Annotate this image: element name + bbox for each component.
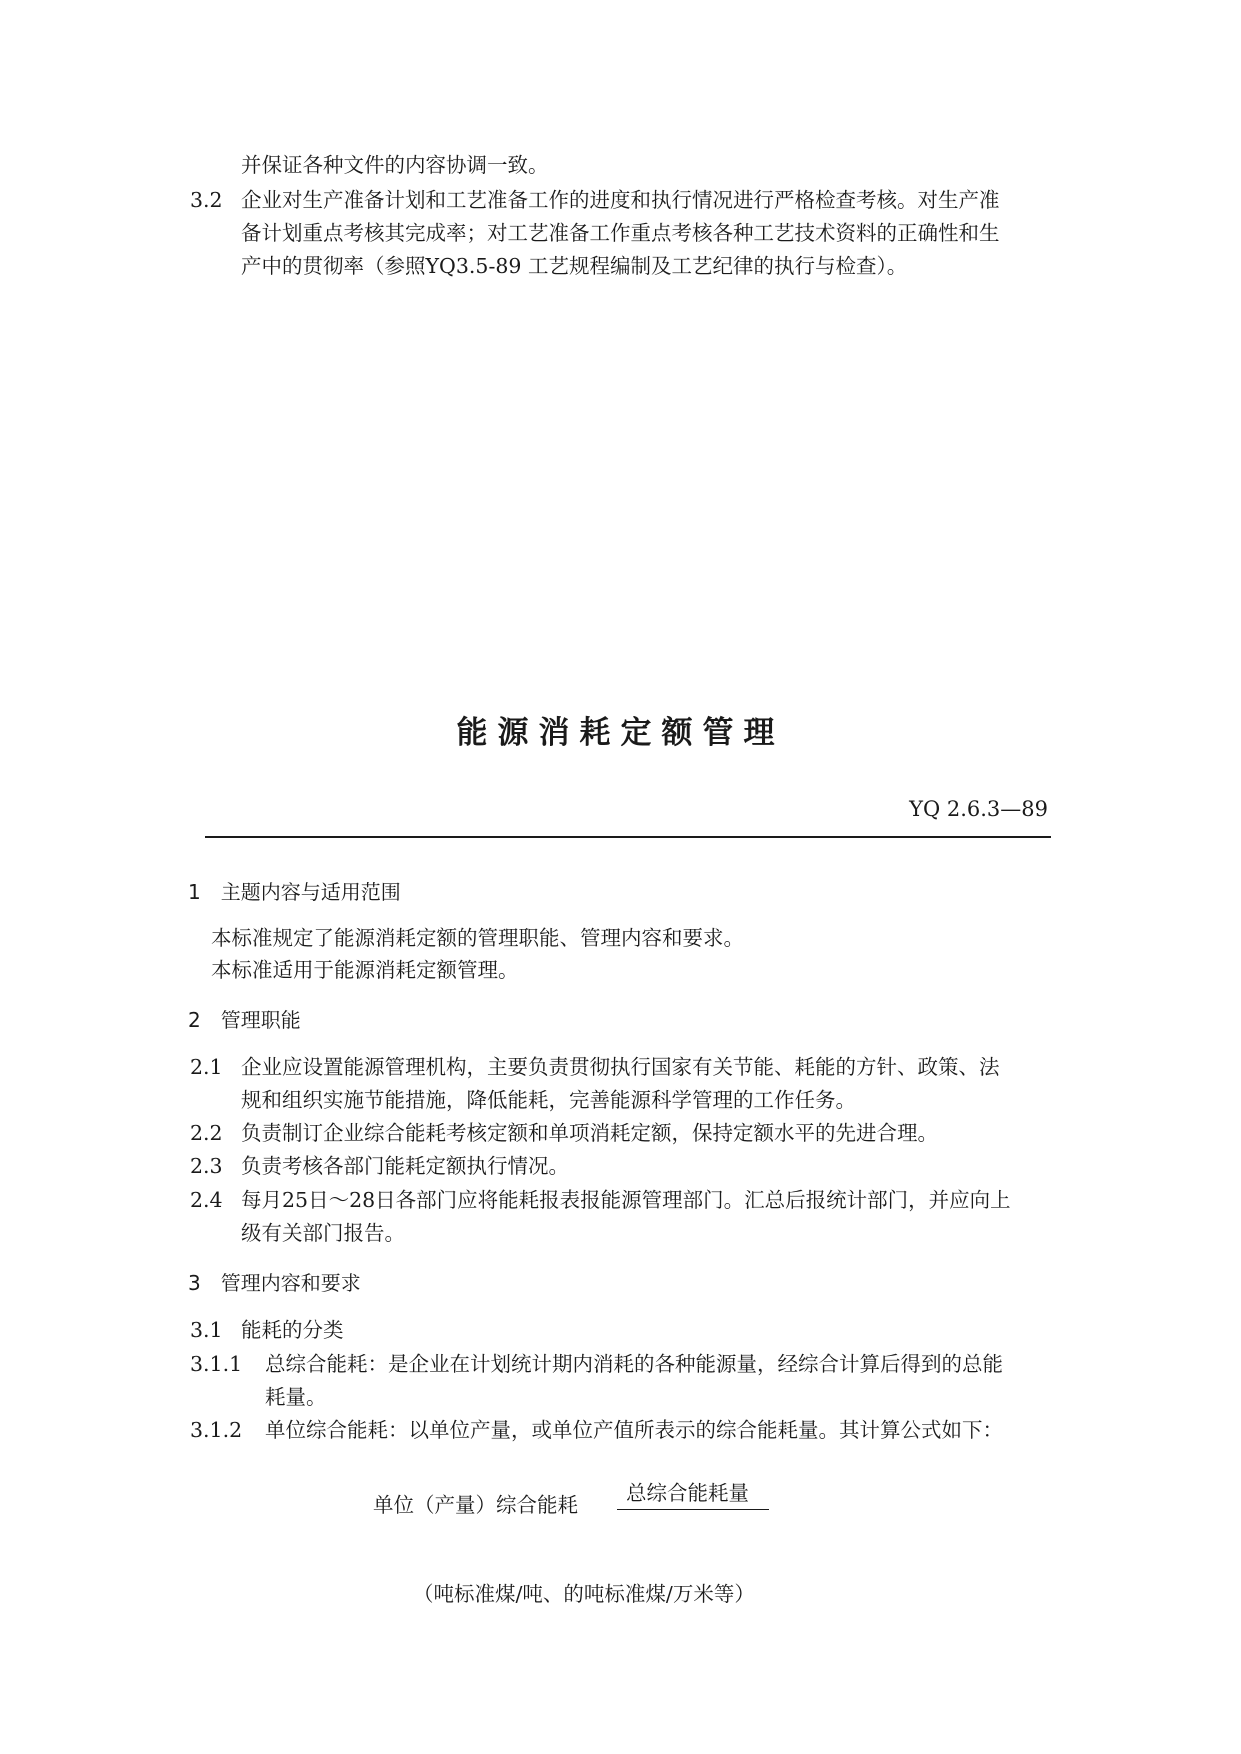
item-text: 总综合能耗：是企业在计划统计期内消耗的各种能源量，经综合计算后得到的总能 — [265, 1352, 1003, 1376]
paragraph: 本标准适用于能源消耗定额管理。 — [211, 958, 519, 982]
item-number: 2.2 — [190, 1121, 223, 1145]
item-text: 企业应设置能源管理机构，主要负责贯彻执行国家有关节能、耗能的方针、政策、法 — [241, 1055, 1000, 1079]
prev-continuation-line: 并保证各种文件的内容协调一致。 — [241, 153, 549, 177]
item-number: 3.2 — [190, 188, 223, 212]
item-text: 单位综合能耗：以单位产量，或单位产值所表示的综合能耗量。其计算公式如下： — [265, 1418, 1003, 1442]
item-text: 规和组织实施节能措施，降低能耗，完善能源科学管理的工作任务。 — [241, 1088, 856, 1112]
item-number: 2.3 — [190, 1154, 223, 1178]
section-heading: 3 管理内容和要求 — [188, 1271, 361, 1295]
item-number: 3.1.2 — [190, 1418, 243, 1442]
item-number: 2.1 — [190, 1055, 223, 1079]
item-text: 能耗的分类 — [241, 1318, 344, 1342]
formula-unit-note: （吨标准煤/吨、的吨标准煤/万米等） — [413, 1582, 755, 1606]
title-rule — [205, 836, 1051, 838]
item-text: 备计划重点考核其完成率；对工艺准备工作重点考核各种工艺技术资料的正确性和生 — [241, 221, 1000, 245]
item-text: 耗量。 — [265, 1385, 327, 1409]
item-text: 负责考核各部门能耗定额执行情况。 — [241, 1154, 569, 1178]
formula-lhs: 单位（产量）综合能耗 — [373, 1493, 578, 1517]
formula-numerator: 总综合能耗量 — [626, 1481, 749, 1505]
item-number: 2.4 — [190, 1188, 223, 1212]
section-heading: 1 主题内容与适用范围 — [188, 880, 401, 904]
item-text: 负责制订企业综合能耗考核定额和单项消耗定额，保持定额水平的先进合理。 — [241, 1121, 938, 1145]
paragraph: 本标准规定了能源消耗定额的管理职能、管理内容和要求。 — [211, 926, 744, 950]
item-number: 3.1.1 — [190, 1352, 243, 1376]
standard-code: YQ 2.6.3—89 — [909, 797, 1048, 821]
standard-title: 能源消耗定额管理 — [456, 715, 785, 751]
item-text: 每月25日～28日各部门应将能耗报表报能源管理部门。汇总后报统计部门，并应向上 — [241, 1188, 1011, 1212]
item-text: 企业对生产准备计划和工艺准备工作的进度和执行情况进行严格检查考核。对生产准 — [241, 188, 1000, 212]
item-text: 产中的贯彻率（参照YQ3.5-89 工艺规程编制及工艺纪律的执行与检查）。 — [241, 254, 908, 278]
item-number: 3.1 — [190, 1318, 223, 1342]
item-text: 级有关部门报告。 — [241, 1221, 405, 1245]
section-heading: 2 管理职能 — [188, 1008, 301, 1032]
fraction-bar — [617, 1509, 769, 1510]
